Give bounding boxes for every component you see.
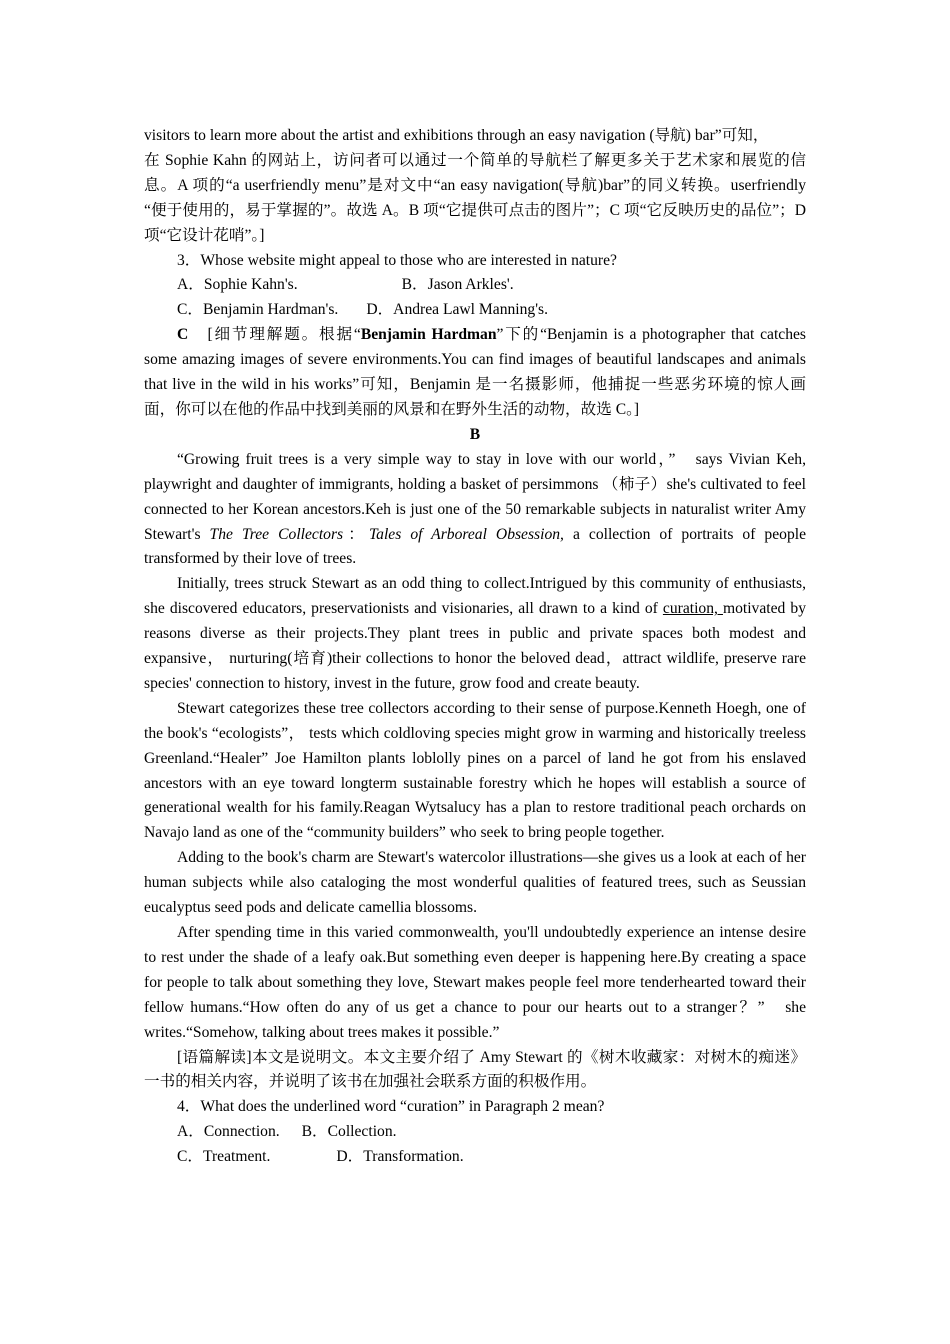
passage-paragraph-4: Adding to the book's charm are Stewart's watercolor illustrations—she gives us a look at each of her human subjects while also cataloging the most wonderful qualities of featured trees, such as Seussian eucalyptus seed pods and delicate camellia blossoms.: [144, 849, 806, 917]
document-page: [144, 124, 806, 1170]
passage-analysis-text: 本文是说明文。本文主要介绍了 Amy Stewart 的《树木收藏家：对树木的痴迷》一书的相关内容，并说明了该书在加强社会联系方面的积极作用。: [144, 1048, 806, 1091]
explanation-q2-line2: 在 Sophie Kahn 的网站上，访问者可以通过一个简单的导航栏了解更多关于艺术家和展览的信息。A 项的“a userfriendly menu”是对文中“an easy navigation(导航)bar”的同义转换。userfriendly “便于使用的，易于掌握的”。故选 A。B 项“它提供可点击的图片”；C 项“它反映历史的品位”；D 项“它设计花哨”。]: [144, 151, 806, 244]
q3-expl-post: ”下的“Benjamin is a photographer that catches some amazing images of severe environments.You can find images of beautiful landscapes and animals that live in the wild in his works”可知，Benjamin 是一名摄影师，他捕捉一些恶劣环境的惊人画面，你可以在他的作品中找到美丽的风景和在野外生活的动物，故选 C。]: [144, 326, 806, 418]
p2-text-b: motivated by reasons diverse as their projects.They plant trees in public and private spaces both modest and expansive， nurturing(培育)their collections to honor the beloved dead，attract wildlife, preserve rare species' connection to history, invest in the future, grow food and create beauty.: [144, 600, 806, 692]
passage-paragraph-3: Stewart categorizes these tree collectors according to their sense of purpose.Kenneth Hoegh, one of the book's “ecologists”， tests which coldloving species might grow in warming and historically treeless Greenland.“Healer” Joe Hamilton plants loblolly pines on a parcel of land he got from his enslaved ancestors with an eye toward longterm sustainable forestry which he hopes will establish a source of generational wealth for his family.Reagan Wytsalucy has a plan to restore traditional peach orchards on Navajo land as one of the “community builders” who seek to bring people together.: [144, 699, 806, 842]
q3-expl-bold: Benjamin Hardman: [360, 326, 497, 344]
question-4-options-ab: [144, 1120, 806, 1145]
question-4-stem: 4．What does the underlined word “curation” in Paragraph 2 mean?: [177, 1098, 605, 1116]
book-subtitle: Tales of Arboreal Obsession,: [368, 525, 564, 543]
underlined-word-curation: curation,: [662, 600, 723, 618]
q4-option-c: C．Treatment.: [177, 1148, 271, 1166]
explanation-q2-line1: visitors to learn more about the artist and exhibitions through an easy navigation (导航) bar”可知，: [144, 127, 769, 144]
question-3-options-cd: [144, 298, 806, 323]
q3-expl-pre: [细节理解题。根据“: [188, 326, 361, 344]
question-3-stem: 3．Whose website might appeal to those who are interested in nature?: [177, 251, 617, 269]
q3-option-a: A．Sophie Kahn's.: [177, 276, 298, 294]
passage-paragraph-1: [144, 448, 806, 573]
p1-text-a: “Growing fruit trees is a very simple way to stay in love with our world，” says Vivian Keh, playwright and daughter of immigrants, holding a basket of persimmons （柿子）she's cultivated to feel connected to her Korean ancestors.Keh is just one of the 50 remarkable subjects in naturalist writer Amy Stewart's: [144, 450, 806, 543]
passage-analysis-label: [语篇解读]: [177, 1048, 252, 1066]
q4-option-a: A．Connection.: [177, 1123, 280, 1141]
p1-text-b: a collection of portraits of people transformed by their love of trees.: [144, 525, 806, 568]
question-3-explanation: [144, 323, 806, 423]
section-label: B: [469, 425, 481, 443]
explanation-q2: [144, 124, 806, 249]
question-4-options-cd: [144, 1145, 806, 1170]
q3-option-b: B．Jason Arkles'.: [401, 276, 514, 294]
passage-analysis: [144, 1046, 806, 1096]
p1-sep: ：: [343, 525, 369, 543]
question-3-options-ab: [144, 273, 806, 298]
p2-text-a: Initially, trees struck Stewart as an odd thing to collect.Intrigued by this community of enthusiasts, she discovered educators, preservationists and visionaries, all drawn to a kind of: [144, 575, 806, 618]
q4-option-d: D．Transformation.: [336, 1148, 464, 1166]
q4-option-b: B．Collection.: [301, 1123, 397, 1141]
book-title: The Tree Collectors: [209, 525, 344, 543]
q3-answer: C: [177, 326, 189, 344]
passage-paragraph-2: [144, 572, 806, 697]
q3-option-d: D．Andrea Lawl Manning's.: [366, 301, 548, 319]
q3-option-c: C．Benjamin Hardman's.: [177, 301, 339, 319]
passage-paragraph-5: After spending time in this varied commonwealth, you'll undoubtedly experience an intense desire to rest under the shade of a leafy oak.But something even deeper is happening here.By creating a space for people to talk about something they love, Stewart makes people feel more tenderhearted toward their fellow humans.“How often do any of us get a chance to pour our hearts out to a stranger？” she writes.“Somehow, talking about trees makes it possible.”: [144, 924, 806, 1041]
